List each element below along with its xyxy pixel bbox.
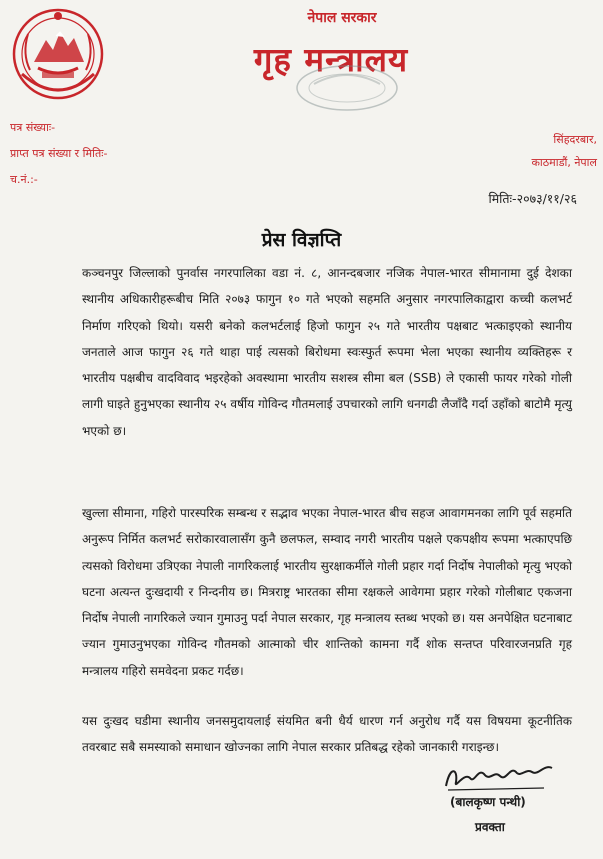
paragraph-1: कञ्चनपुर जिल्लाको पुनर्वास नगरपालिका वडा नं. ८, आनन्दबजार नजिक नेपाल-भारत सीमानामा दुई देशका स्थानीय अधिकारीहरूबीच मिति २०७३ फागुन १० गते भएको सहमति अनुसार नगरपालिकाद्वारा कच्ची कलभर्ट निर्माण गरिएको थियो। यसरी बनेको कलभर्टलाई हिजो फागुन २५ गते भारतीय पक्षबाट भत्काइएको स्थानीय जनताले आज फागुन २६ गते थाहा पाई त्यसको बिरोधमा स्वःस्फुर्त रूपमा भेला भएका स्थानीय व्यक्तिहरू र भारतीय पक्षबीच वादविवाद भइरहेको अवस्थामा भारतीय सशस्त्र सीमा बल (SSB) ले एकासी फायर गरेको गोली लागी घाइते हुनुभएका स्थानीय २५ वर्षीय गोविन्द गौतमलाई उपचारको लागि धनगढी लैजाँदै गर्दा उहाँको बाटोमै मृत्यु भएको छ। bbox=[82, 266, 572, 438]
paragraph-3: यस दुःखद घडीमा स्थानीय जनसमुदायलाई संयमित बनी धैर्य धारण गर्न अनुरोध गर्दै यस विषयमा कूटनीतिक तवरबाट सबै समस्याको समाधान खोज्नका लागि नेपाल सरकार प्रतिबद्ध रहेको जानकारी गराइन्छ। bbox=[82, 714, 572, 755]
document-title: प्रेस विज्ञप्ति bbox=[261, 229, 342, 251]
dispatch-number-label: च.नं.:- bbox=[10, 173, 38, 186]
signer-name: (बालकृष्ण पन्थी) bbox=[450, 795, 526, 809]
signer-role: प्रवक्ता bbox=[475, 820, 505, 834]
document-date: मितिः-२०७३/११/२६ bbox=[488, 191, 577, 206]
received-letter-label: प्राप्त पत्र संख्या र मितिः- bbox=[10, 147, 108, 160]
address-line-1: सिंहदरबार, bbox=[553, 133, 597, 146]
nepal-government-emblem-icon bbox=[8, 4, 108, 104]
letter-number-label: पत्र संख्याः- bbox=[10, 121, 56, 134]
paragraph-2: खुल्ला सीमाना, गहिरो पारस्परिक सम्बन्ध र सद्भाव भएका नेपाल-भारत बीच सहज आवागमनका लागि पूर्व सहमति अनुरूप निर्मित कलभर्ट सरोकारवालासँग कुनै छलफल, सम्वाद नगरी भारतीय पक्षले एकपक्षीय रूपमा भत्काएपछि त्यसको विरोधमा उत्रिएका नेपाली नागरिकलाई भारतीय सुरक्षाकर्मीले गोली प्रहार गर्दा निर्दोष नेपालीको मृत्यु भएको घटना अत्यन्त दुःखदायी र निन्दनीय छ। मित्रराष्ट्र भारतका सीमा रक्षकले आवेगमा प्रहार गरेको गोलीबाट एकजना निर्दोष नेपाली नागरिकले ज्यान गुमाउनु पर्दा नेपाल सरकार, गृह मन्त्रालय स्तब्ध भएको छ। यस अनपेक्षित घटनाबाट ज्यान गुमाउनुभएका गोविन्द गौतमको आत्माको चीर शान्तिको कामना गर्दै शोक सन्तप्त परिवारजनप्रति गृह मन्त्रालय गहिरो समवेदना प्रकट गर्दछ। bbox=[82, 506, 572, 678]
government-name: नेपाल सरकार bbox=[307, 10, 377, 26]
address-line-2: काठमाडौं, नेपाल bbox=[531, 156, 597, 169]
stamp-mark-icon bbox=[292, 62, 402, 114]
ministry-name: गृह मन्त्रालय bbox=[253, 40, 409, 79]
